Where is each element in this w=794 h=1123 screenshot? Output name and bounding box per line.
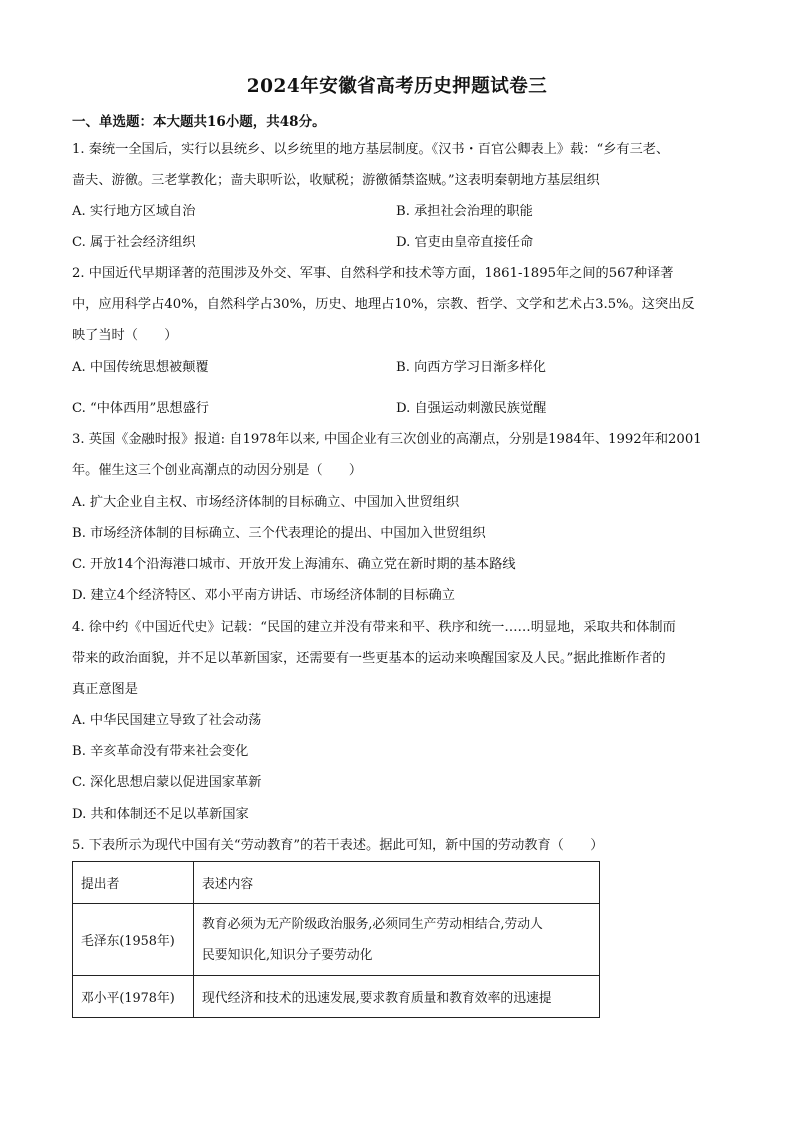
table-cell-proposer: 毛泽东(1958年) <box>73 904 194 976</box>
table-cell-content-line: 教育必须为无产阶级政治服务,必须同生产劳动相结合,劳动人 <box>202 916 543 932</box>
section-heading: 一、单选题：本大题共16小题，共48分。 <box>72 114 326 130</box>
question-1-option-d: D. 官吏由皇帝直接任命 <box>396 235 534 250</box>
question-4-line-1: 4. 徐中约《中国近代史》记载：“民国的建立并没有带来和平、秩序和统一……明显地，采取共和体制而 <box>72 620 676 635</box>
question-1-option-b: B. 承担社会治理的职能 <box>396 204 533 219</box>
table-header-row <box>73 862 600 904</box>
table-cell-content: 现代经济和技术的迅速发展,要求教育质量和教育效率的迅速提 <box>194 976 600 1018</box>
question-3-option-d: D. 建立4个经济特区、邓小平南方讲话、市场经济体制的目标确立 <box>72 588 455 603</box>
question-4-option-a: A. 中华民国建立导致了社会动荡 <box>72 713 262 728</box>
question-2-option-c: C. “中体西用”思想盛行 <box>72 401 209 416</box>
question-3-option-c: C. 开放14个沿海港口城市、开放开发上海浦东、确立党在新时期的基本路线 <box>72 557 516 572</box>
exam-title: 2024年安徽省高考历史押题试卷三 <box>246 76 548 97</box>
question-2-line-1: 2. 中国近代早期译著的范围涉及外交、军事、自然科学和技术等方面，1861-1895年之间的567种译著 <box>72 266 674 281</box>
table-cell-proposer: 邓小平(1978年) <box>73 976 194 1018</box>
question-3-option-b: B. 市场经济体制的目标确立、三个代表理论的提出、中国加入世贸组织 <box>72 526 486 541</box>
question-2-line-2: 中，应用科学占40%，自然科学占30%，历史、地理占10%，宗教、哲学、文学和艺术占3.5%。这突出反 <box>72 297 695 312</box>
question-2-line-3: 映了当时（ ） <box>72 328 178 343</box>
question-2-option-b: B. 向西方学习日渐多样化 <box>396 360 546 375</box>
question-4-option-d: D. 共和体制还不足以革新国家 <box>72 807 249 822</box>
table-cell-content-line: 民要知识化,知识分子要劳动化 <box>202 947 373 963</box>
question-1-line-2: 啬夫、游徼。三老掌教化；啬夫职听讼，收赋税；游徼循禁盗贼。”这表明秦朝地方基层组织 <box>72 173 600 188</box>
question-3-line-2: 年。催生这三个创业高潮点的动因分别是（ ） <box>72 463 363 478</box>
question-1-line-1: 1. 秦统一全国后，实行以县统乡、以乡统里的地方基层制度。《汉书・百官公卿表上》载：“乡有三老、 <box>72 142 670 157</box>
table-header-content: 表述内容 <box>194 862 600 904</box>
question-4-option-b: B. 辛亥革命没有带来社会变化 <box>72 744 249 759</box>
question-3-option-a: A. 扩大企业自主权、市场经济体制的目标确立、中国加入世贸组织 <box>72 495 460 510</box>
question-2-option-a: A. 中国传统思想被颠覆 <box>72 360 209 375</box>
question-4-line-3: 真正意图是 <box>72 682 138 697</box>
question-1-option-a: A. 实行地方区域自治 <box>72 204 196 219</box>
question-1-option-c: C. 属于社会经济组织 <box>72 235 196 250</box>
question-5-line-1: 5. 下表所示为现代中国有关“劳动教育”的若干表述。据此可知，新中国的劳动教育（ ） <box>72 838 604 853</box>
table-header-proposer: 提出者 <box>73 862 194 904</box>
question-4-option-c: C. 深化思想启蒙以促进国家革新 <box>72 775 262 790</box>
table-cell-content <box>194 904 600 976</box>
table-row <box>73 976 600 1018</box>
question-3-line-1: 3. 英国《金融时报》报道: 自1978年以来, 中国企业有三次创业的高潮点，分别是1984年、1992年和2001 <box>72 432 702 447</box>
table-row <box>73 904 600 976</box>
labor-education-table <box>72 861 600 1018</box>
question-4-line-2: 带来的政治面貌，并不足以革新国家，还需要有一些更基本的运动来唤醒国家及人民。”据此推断作者的 <box>72 651 666 666</box>
question-2-option-d: D. 自强运动刺激民族觉醒 <box>396 401 547 416</box>
